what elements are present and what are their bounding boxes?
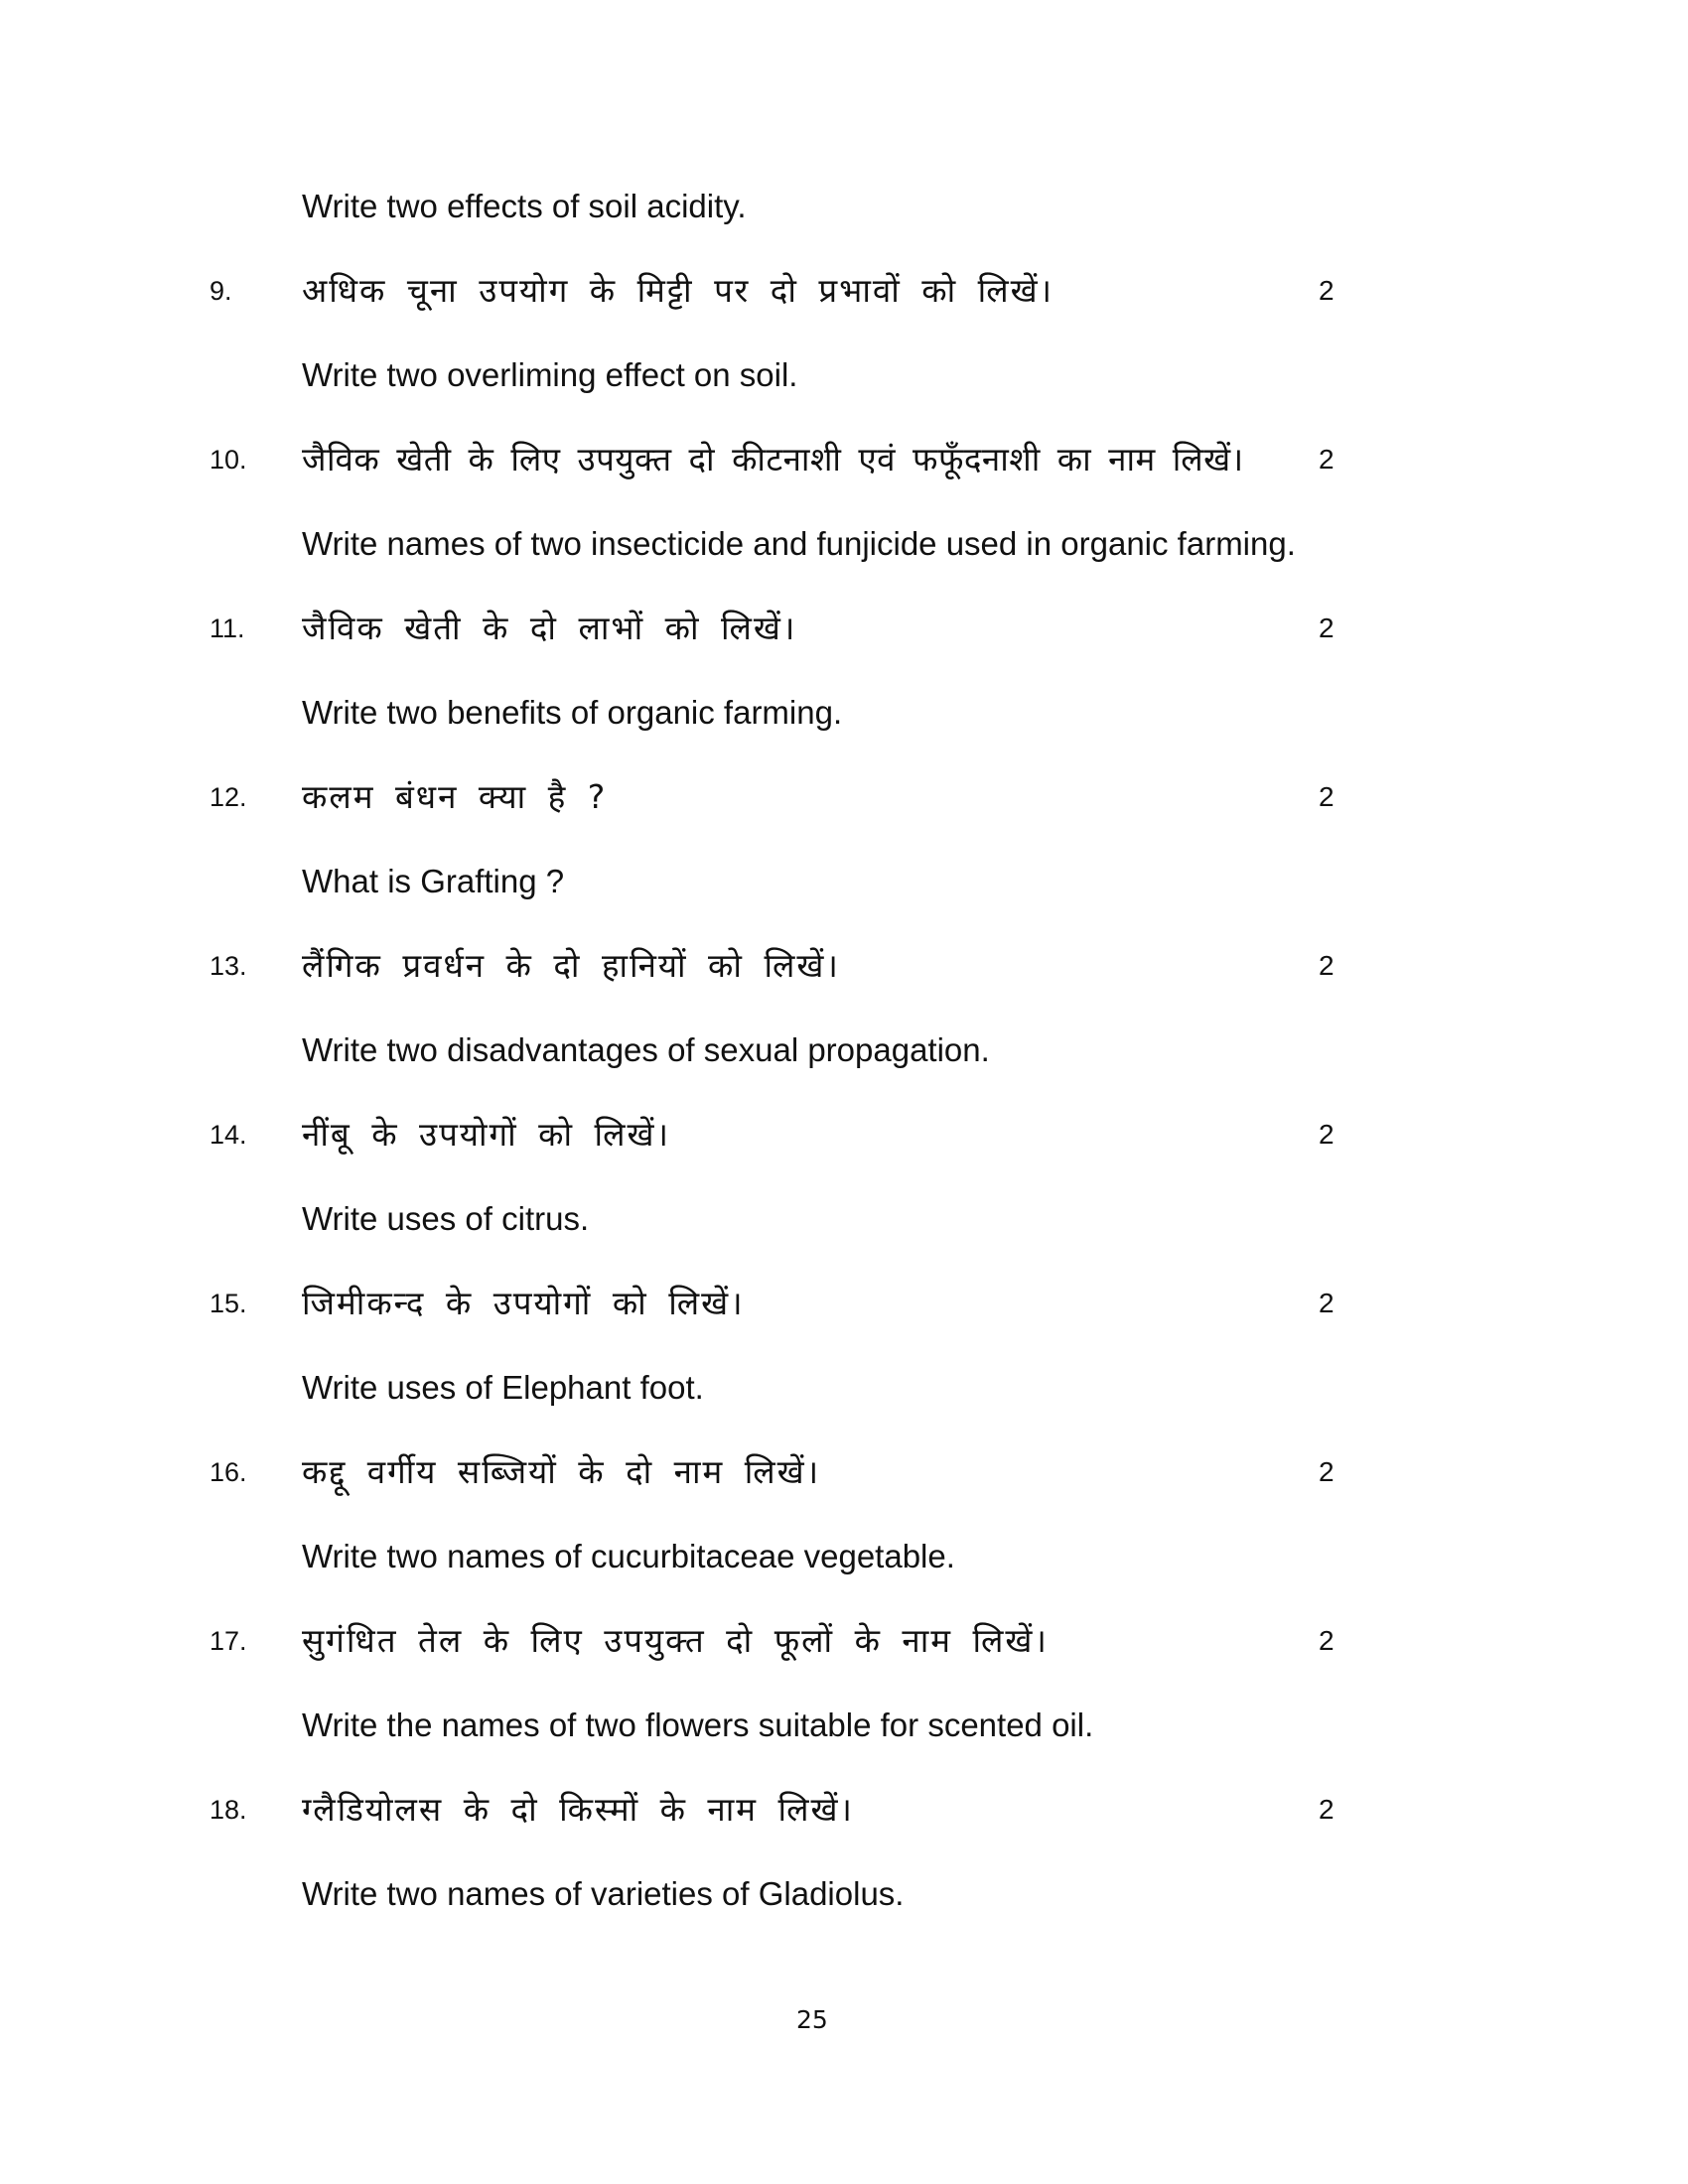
question-hindi: सुगंधित तेल के लिए उपयुक्त दो फूलों के नाम लिखें। bbox=[302, 1621, 1049, 1660]
question-english: What is Grafting ? bbox=[302, 863, 565, 899]
question-marks: 2 bbox=[1319, 275, 1335, 306]
question-number: 12. bbox=[210, 782, 247, 812]
question-english: Write uses of citrus. bbox=[302, 1200, 590, 1237]
question-hindi: लैंगिक प्रवर्धन के दो हानियों को लिखें। bbox=[302, 946, 840, 985]
question-english: Write two overliming effect on soil. bbox=[302, 356, 798, 393]
question-marks: 2 bbox=[1319, 950, 1335, 981]
question-english: Write two disadvantages of sexual propagation. bbox=[302, 1031, 990, 1068]
question-english: Write two names of varieties of Gladiolus. bbox=[302, 1875, 905, 1912]
question-hindi: अधिक चूना उपयोग के मिट्टी पर दो प्रभावों को लिखें। bbox=[302, 271, 1055, 310]
question-number: 11. bbox=[210, 614, 245, 643]
question-number: 16. bbox=[210, 1457, 247, 1487]
question-marks: 2 bbox=[1319, 444, 1335, 475]
question-hindi: कद्दू वर्गीय सब्जियों के दो नाम लिखें। bbox=[302, 1452, 821, 1491]
question-number: 14. bbox=[210, 1120, 247, 1150]
question-marks: 2 bbox=[1319, 1625, 1335, 1656]
question-hindi: जैविक खेती के दो लाभों को लिखें। bbox=[302, 609, 797, 647]
question-english: Write two benefits of organic farming. bbox=[302, 694, 843, 731]
question-hindi: ग्लैडियोलस के दो किस्मों के नाम लिखें। bbox=[302, 1790, 854, 1829]
question-number: 18. bbox=[210, 1795, 247, 1825]
page-number: 25 bbox=[796, 2005, 828, 2034]
question-marks: 2 bbox=[1319, 1119, 1335, 1150]
question-number: 10. bbox=[210, 445, 247, 475]
question-english: Write two names of cucurbitaceae vegetable. bbox=[302, 1538, 955, 1574]
question-number: 9. bbox=[210, 276, 232, 306]
question-number: 15. bbox=[210, 1289, 247, 1318]
question-english: Write names of two insecticide and funjicide used in organic farming. bbox=[302, 525, 1296, 562]
question-english: Write uses of Elephant foot. bbox=[302, 1369, 704, 1406]
question-marks: 2 bbox=[1319, 613, 1335, 643]
carryover-english-text: Write two effects of soil acidity. bbox=[302, 188, 747, 224]
question-hindi: जिमीकन्द के उपयोगों को लिखें। bbox=[302, 1284, 745, 1322]
question-number: 17. bbox=[210, 1626, 247, 1656]
question-english: Write the names of two flowers suitable for scented oil. bbox=[302, 1706, 1094, 1743]
question-marks: 2 bbox=[1319, 781, 1335, 812]
question-number: 13. bbox=[210, 951, 247, 981]
question-hindi: जैविक खेती के लिए उपयुक्त दो कीटनाशी एवं फफूँदनाशी का नाम लिखें। bbox=[302, 440, 1244, 478]
question-hindi: कलम बंधन क्या है ? bbox=[302, 777, 608, 816]
question-marks: 2 bbox=[1319, 1794, 1335, 1825]
question-hindi: नींबू के उपयोगों को लिखें। bbox=[302, 1115, 670, 1154]
question-marks: 2 bbox=[1319, 1456, 1335, 1487]
question-marks: 2 bbox=[1319, 1288, 1335, 1318]
